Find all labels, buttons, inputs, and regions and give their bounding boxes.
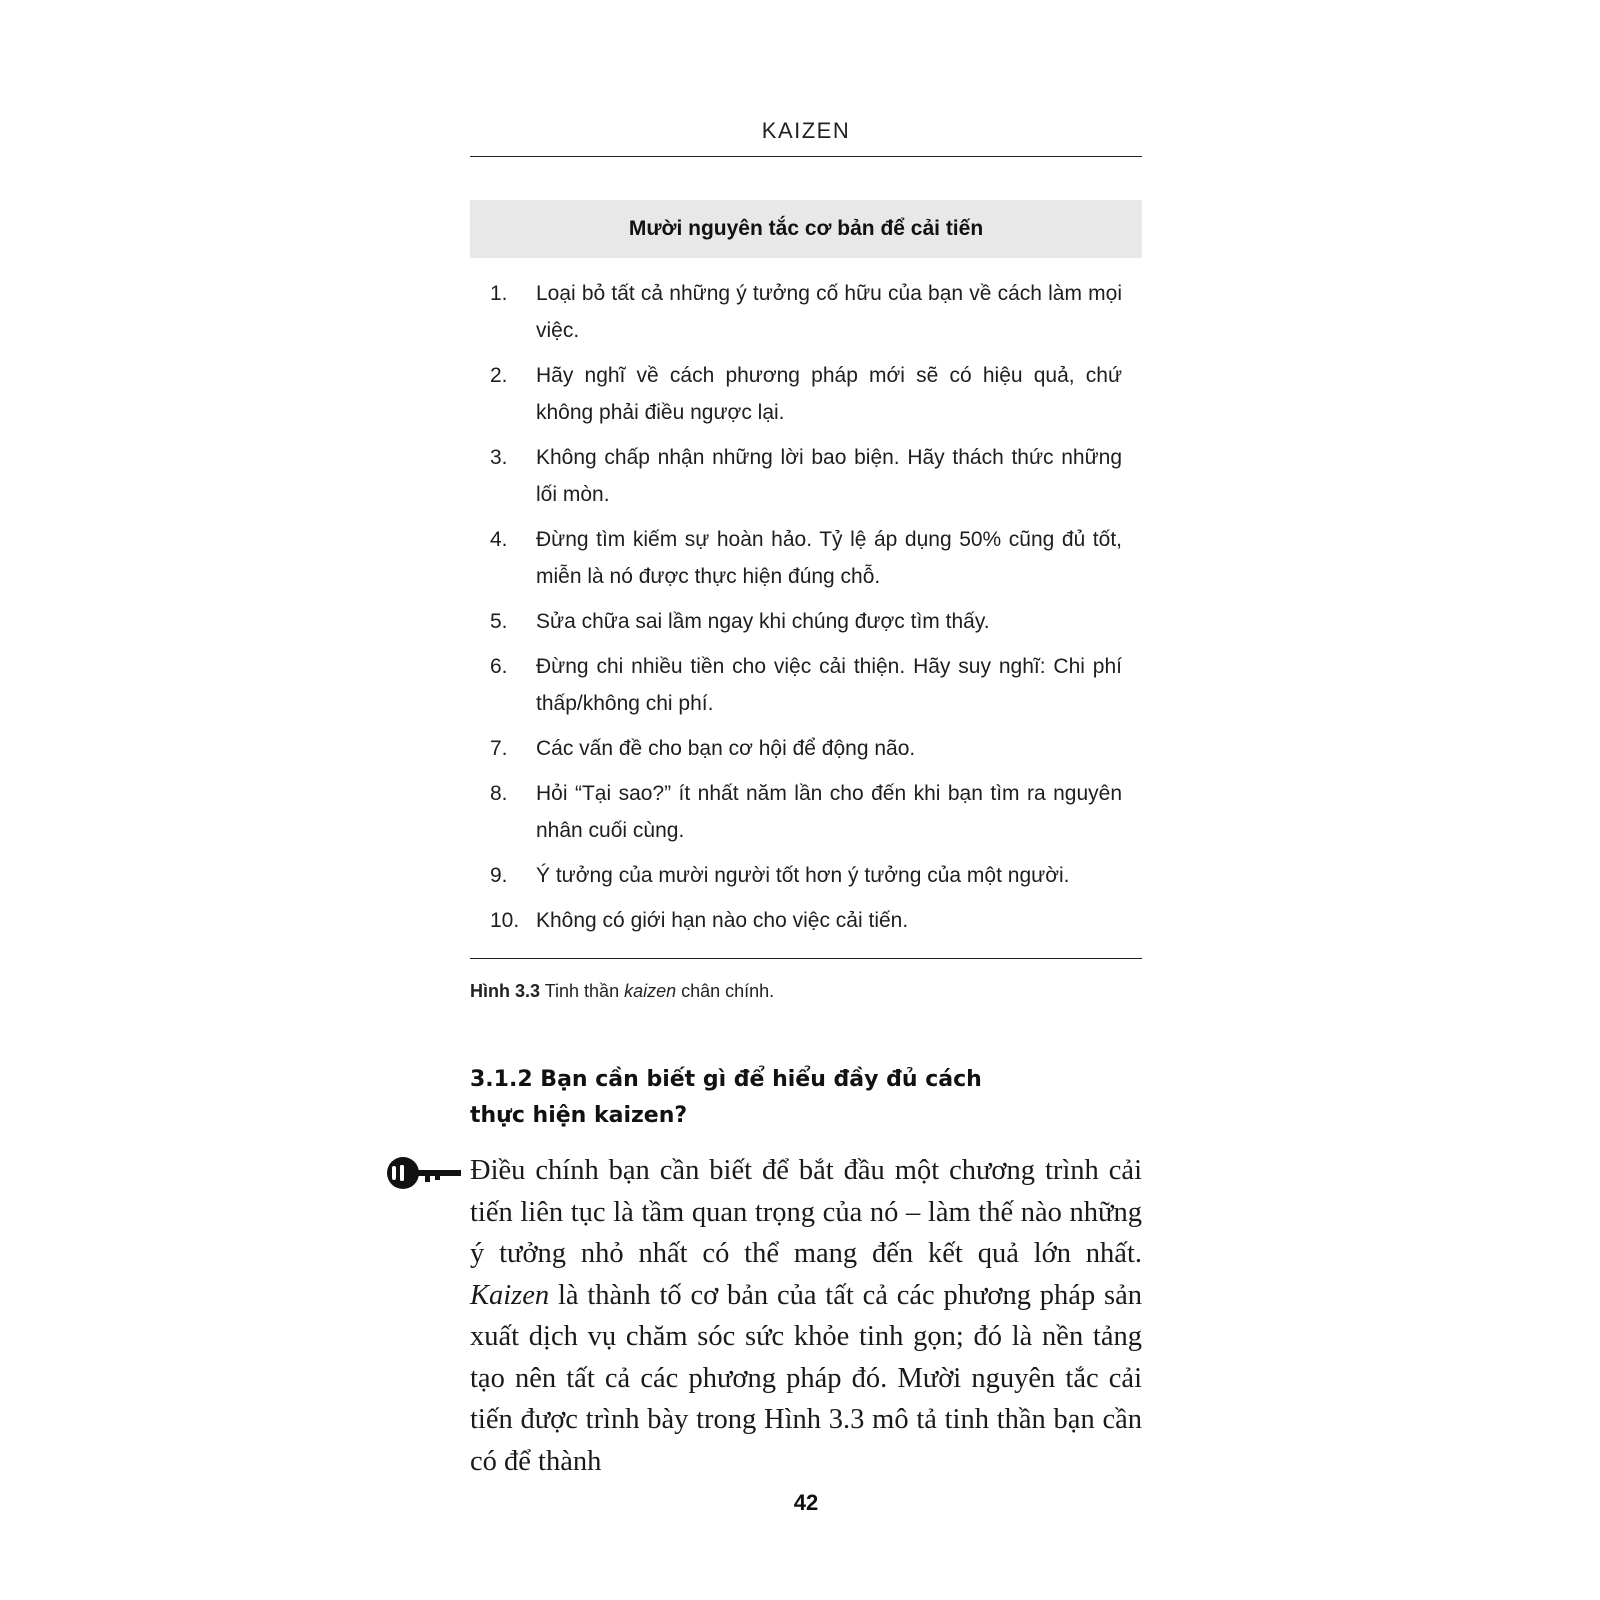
list-item-number: 1.	[490, 282, 508, 305]
list-item	[470, 275, 1122, 349]
list-item-number: 5.	[490, 610, 508, 633]
figure-caption	[470, 981, 1142, 1002]
list-item	[470, 648, 1122, 722]
caption-text-end: chân chính.	[676, 981, 775, 1001]
list-item-number: 6.	[490, 655, 508, 678]
list-item-text: Loại bỏ tất cả những ý tưởng cố hữu của bạn về cách làm mọi việc.	[536, 282, 1122, 342]
list-item	[470, 857, 1122, 894]
principles-list	[470, 275, 1122, 947]
list-item-text: Đừng tìm kiếm sự hoàn hảo. Tỷ lệ áp dụng 50% cũng đủ tốt, miễn là nó được thực hiện đúng chỗ.	[536, 528, 1122, 588]
key-icon	[385, 1155, 461, 1191]
body-text-part-2: là thành tố cơ bản của tất cả các phương pháp sản xuất dịch vụ chăm sóc sức khỏe tinh gọn; đó là nền tảng tạo nên tất cả các phương pháp đó. Mười nguyên tắc cải tiến được trình bày trong Hình 3.3 mô tả tinh thần bạn cần có để thành	[470, 1279, 1142, 1477]
list-item-number: 4.	[490, 528, 508, 551]
header-rule	[470, 156, 1142, 157]
caption-emphasis: kaizen	[624, 981, 677, 1001]
list-item-number: 8.	[490, 782, 508, 805]
list-item-text: Không có giới hạn nào cho việc cải tiến.	[536, 909, 909, 932]
caption-label: Hình 3.3	[470, 981, 541, 1001]
list-item	[470, 439, 1122, 513]
section-heading	[470, 1062, 990, 1134]
list-item-number: 3.	[490, 446, 508, 469]
section-heading-line-1: 3.1.2 Bạn cần biết gì để hiểu đầy đủ cách	[470, 1067, 982, 1092]
list-item-text: Hỏi “Tại sao?” ít nhất năm lần cho đến khi bạn tìm ra nguyên nhân cuối cùng.	[536, 782, 1122, 842]
list-item-text: Đừng chi nhiều tiền cho việc cải thiện. Hãy suy nghĩ: Chi phí thấp/không chi phí.	[536, 655, 1122, 715]
list-item-text: Sửa chữa sai lầm ngay khi chúng được tìm thấy.	[536, 610, 990, 633]
list-item-text: Hãy nghĩ về cách phương pháp mới sẽ có hiệu quả, chứ không phải điều ngược lại.	[536, 364, 1122, 424]
figure-box-title: Mười nguyên tắc cơ bản để cải tiến	[470, 200, 1142, 258]
caption-text: Tinh thần	[540, 981, 625, 1001]
list-item	[470, 603, 1122, 640]
list-item-number: 7.	[490, 737, 508, 760]
list-item-number: 9.	[490, 864, 508, 887]
list-item	[470, 730, 1122, 767]
section-heading-line-2: thực hiện kaizen?	[470, 1103, 688, 1128]
list-item-text: Không chấp nhận những lời bao biện. Hãy thách thức những lối mòn.	[536, 446, 1122, 506]
body-text-part-1: Điều chính bạn cần biết để bắt đầu một chương trình cải tiến liên tục là tầm quan trọng của nó – làm thế nào những ý tưởng nhỏ nhất có thể mang đến kết quả lớn nhất.	[470, 1155, 1142, 1269]
list-item	[470, 775, 1122, 849]
body-paragraph	[470, 1150, 1142, 1482]
list-item	[470, 902, 1122, 939]
list-item-text: Các vấn đề cho bạn cơ hội để động não.	[536, 737, 916, 760]
figure-bottom-rule	[470, 958, 1142, 959]
list-item-number: 2.	[490, 364, 508, 387]
list-item-number: 10.	[490, 909, 520, 932]
page-number: 42	[793, 1490, 819, 1515]
list-item	[470, 357, 1122, 431]
body-emphasis: Kaizen	[470, 1279, 550, 1311]
running-header: KAIZEN	[761, 118, 851, 143]
list-item	[470, 521, 1122, 595]
list-item-text: Ý tưởng của mười người tốt hơn ý tưởng của một người.	[536, 864, 1070, 887]
